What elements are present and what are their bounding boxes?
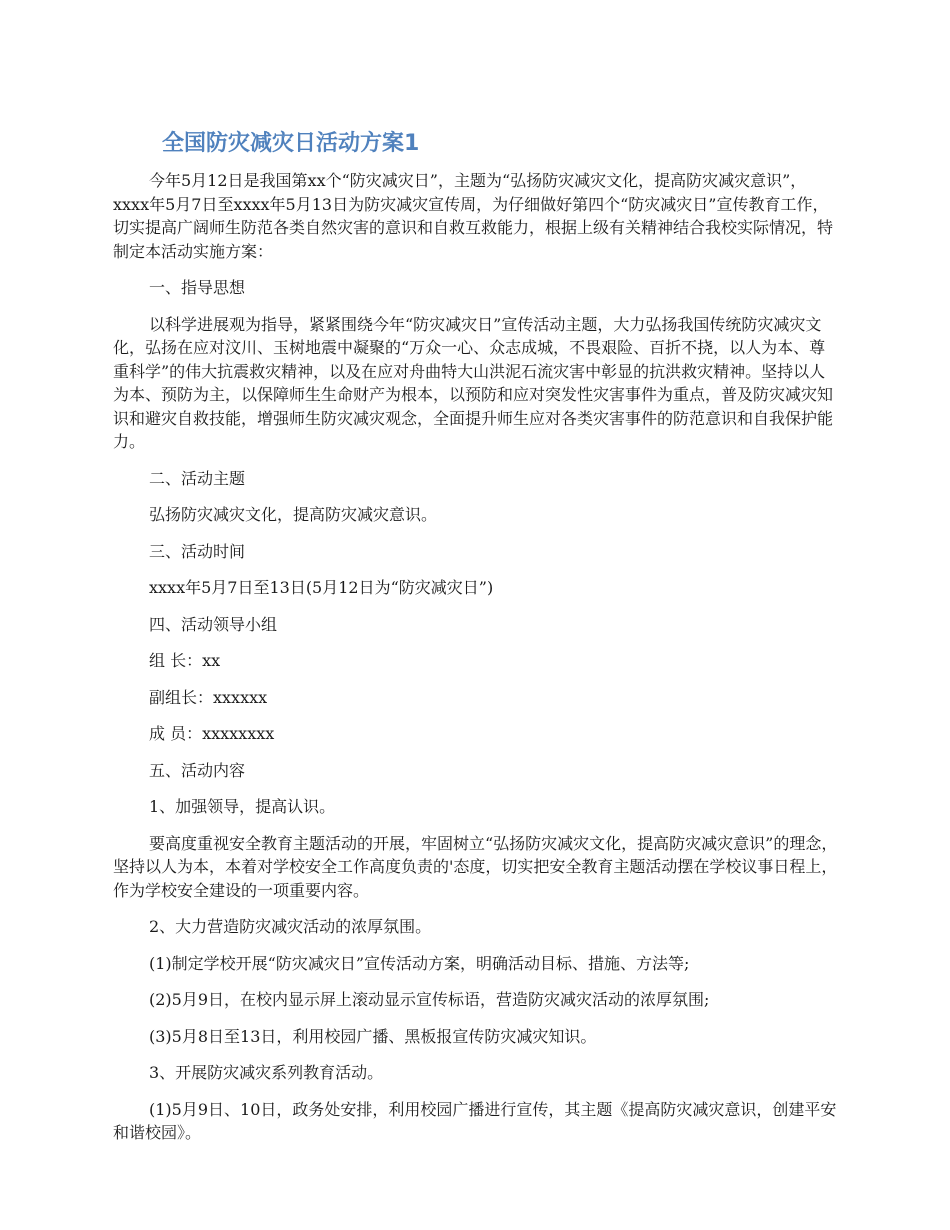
section-heading-guiding-thought: 一、指导思想 [149, 278, 246, 297]
item2-sub3: (3)5月8日至13日，利用校园广播、黑板报宣传防灾减灾知识。 [149, 1026, 597, 1046]
section-heading-activity-time: 三、活动时间 [149, 541, 246, 561]
item2-sub1: (1)制定学校开展“防灾减灾日”宣传活动方案，明确活动目标、措施、方法等; [149, 953, 690, 973]
item2-sub2: (2)5月9日，在校内显示屏上滚动显示宣传标语，营造防灾减灾活动的浓厚氛围; [149, 990, 710, 1009]
section-heading-activity-theme: 二、活动主题 [149, 468, 246, 488]
intro-paragraph: 今年5月12日是我国第xx个“防灾减灾日”，主题为“弘扬防灾减灾文化，提高防灾减灾意识”，xxxx年5月7日至xxxx年5月13日为防灾减灾宣传周，为仔细做好第四个“防灾减灾日”宣传教育工作，切实提高广阔师生防范各类自然灾害的意识和自救互救能力，根据上级有关精神结合我校实际情况，特制定本活动实施方案： [113, 171, 834, 261]
group-leader: 组 长：xx [149, 651, 221, 670]
document-title: 全国防灾减灾日活动方案1 [162, 131, 420, 156]
section-heading-activity-content: 五、活动内容 [149, 760, 246, 780]
item1-heading: 1、加强领导，提高认识。 [149, 797, 336, 816]
activity-theme-text: 弘扬防灾减灾文化，提高防灾减灾意识。 [149, 505, 438, 524]
section-heading-leadership-group: 四、活动领导小组 [149, 614, 278, 634]
guiding-thought-paragraph: 以科学进展观为指导，紧紧围绕今年“防灾减灾日”宣传活动主题，大力弘扬我国传统防灾减灾文化，弘扬在应对汶川、玉树地震中凝聚的“万众一心、众志成城，不畏艰险、百折不挠，以人为本、尊重科学”的伟大抗震救灾精神，以及在应对舟曲特大山洪泥石流灾害中彰显的抗洪救灾精神。坚持以人为本、预防为主，以保障师生生命财产为根本，以预防和应对突发性灾害事件为重点，普及防灾减灾知识和避灾自救技能，增强师生防灾减灾观念，全面提升师生应对各类灾害事件的防范意识和自我保护能力。 [113, 314, 834, 451]
item3-heading: 3、开展防灾减灾系列教育活动。 [149, 1063, 384, 1082]
document-body [113, 169, 838, 1145]
group-deputy-leader: 副组长：xxxxxx [149, 687, 268, 707]
group-members: 成 员：xxxxxxxx [149, 724, 275, 743]
activity-time-text: xxxx年5月7日至13日(5月12日为“防灾减灾日”) [149, 578, 494, 597]
item1-paragraph: 要高度重视安全教育主题活动的开展，牢固树立“弘扬防灾减灾文化，提高防灾减灾意识”的理念，坚持以人为本，本着对学校安全工作高度负责的'态度，切实把安全教育主题活动摆在学校议事日程上，作为学校安全建设的一项重要内容。 [113, 833, 838, 900]
item3-sub1: (1)5月9日、10日，政务处安排，利用校园广播进行宣传，其主题《提高防灾减灾意识，创建平安和谐校园》。 [113, 1099, 837, 1142]
item2-heading: 2、大力营造防灾减灾活动的浓厚氛围。 [149, 917, 432, 936]
